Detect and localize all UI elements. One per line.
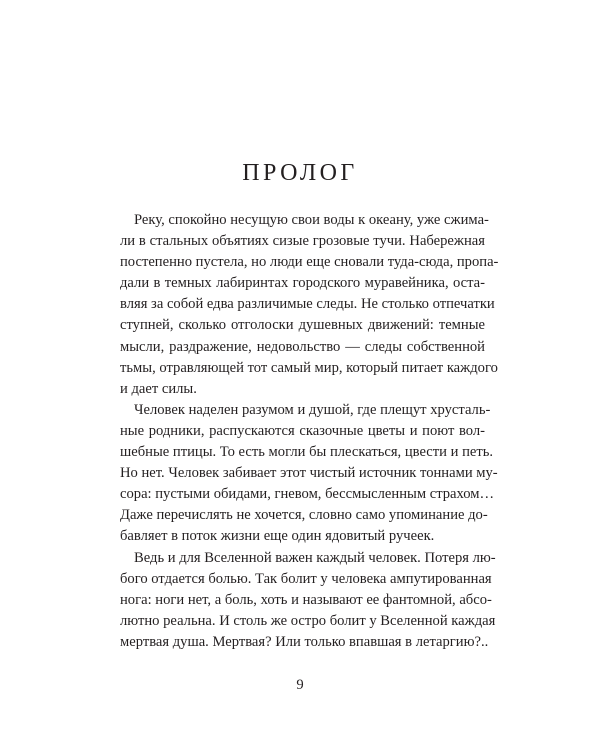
body-text xyxy=(120,210,499,653)
text-line: бавляет в поток жизни еще один ядовитый ручеек. xyxy=(120,528,435,545)
text-line: Ведь и для Вселенной важен каждый человек. Потеря лю- xyxy=(134,549,496,566)
chapter-title: ПРОЛОГ xyxy=(242,160,358,186)
text-line: шебные птицы. То есть могли бы плескаться, цвести и петь. xyxy=(120,444,494,461)
text-line: вляя за собой едва различимые следы. Не столько отпечатки xyxy=(120,296,495,313)
text-line: Реку, спокойно несущую свои воды к океану, уже сжима- xyxy=(134,212,489,228)
paragraph-1 xyxy=(120,210,499,400)
page-number: 9 xyxy=(296,677,304,693)
text-line: Человек наделен разумом и душой, где плещут хрусталь- xyxy=(134,401,491,418)
text-line: нога: ноги нет, а боль, хоть и называют ее фантомной, абсо- xyxy=(120,591,492,608)
text-line: мысли, раздражение, недовольство — следы собственной xyxy=(120,338,485,355)
text-line: мертвая душа. Мертвая? Или только впавшая в летаргию?.. xyxy=(120,633,489,650)
text-line: Даже перечислять не хочется, словно само упоминание до- xyxy=(120,507,488,524)
text-line: ные родники, распускаются сказочные цветы и поют вол- xyxy=(120,422,485,439)
text-line: бого отдается болью. Так болит у человека ампутированная xyxy=(120,570,492,587)
text-line: дали в темных лабиринтах городского муравейника, оста- xyxy=(120,275,485,292)
text-line: постепенно пустела, но люди еще сновали туда-сюда, пропа- xyxy=(120,254,499,271)
text-line: тьмы, отравляющей тот самый мир, который питает каждого xyxy=(120,359,498,376)
text-line: и дает силы. xyxy=(120,380,197,397)
text-line: сора: пустыми обидами, гневом, бессмысленным страхом… xyxy=(120,486,495,503)
paragraph-2 xyxy=(120,400,498,548)
text-line: ступней, сколько отголоски душевных движений: темные xyxy=(120,317,485,334)
text-line: Но нет. Человек забивает этот чистый источник тоннами му- xyxy=(120,465,498,482)
text-line: ли в стальных объятиях сизые грозовые тучи. Набережная xyxy=(120,233,485,250)
text-line: лютно реальна. И столь же остро болит у Вселенной каждая xyxy=(120,612,496,629)
paragraph-3 xyxy=(120,548,496,653)
